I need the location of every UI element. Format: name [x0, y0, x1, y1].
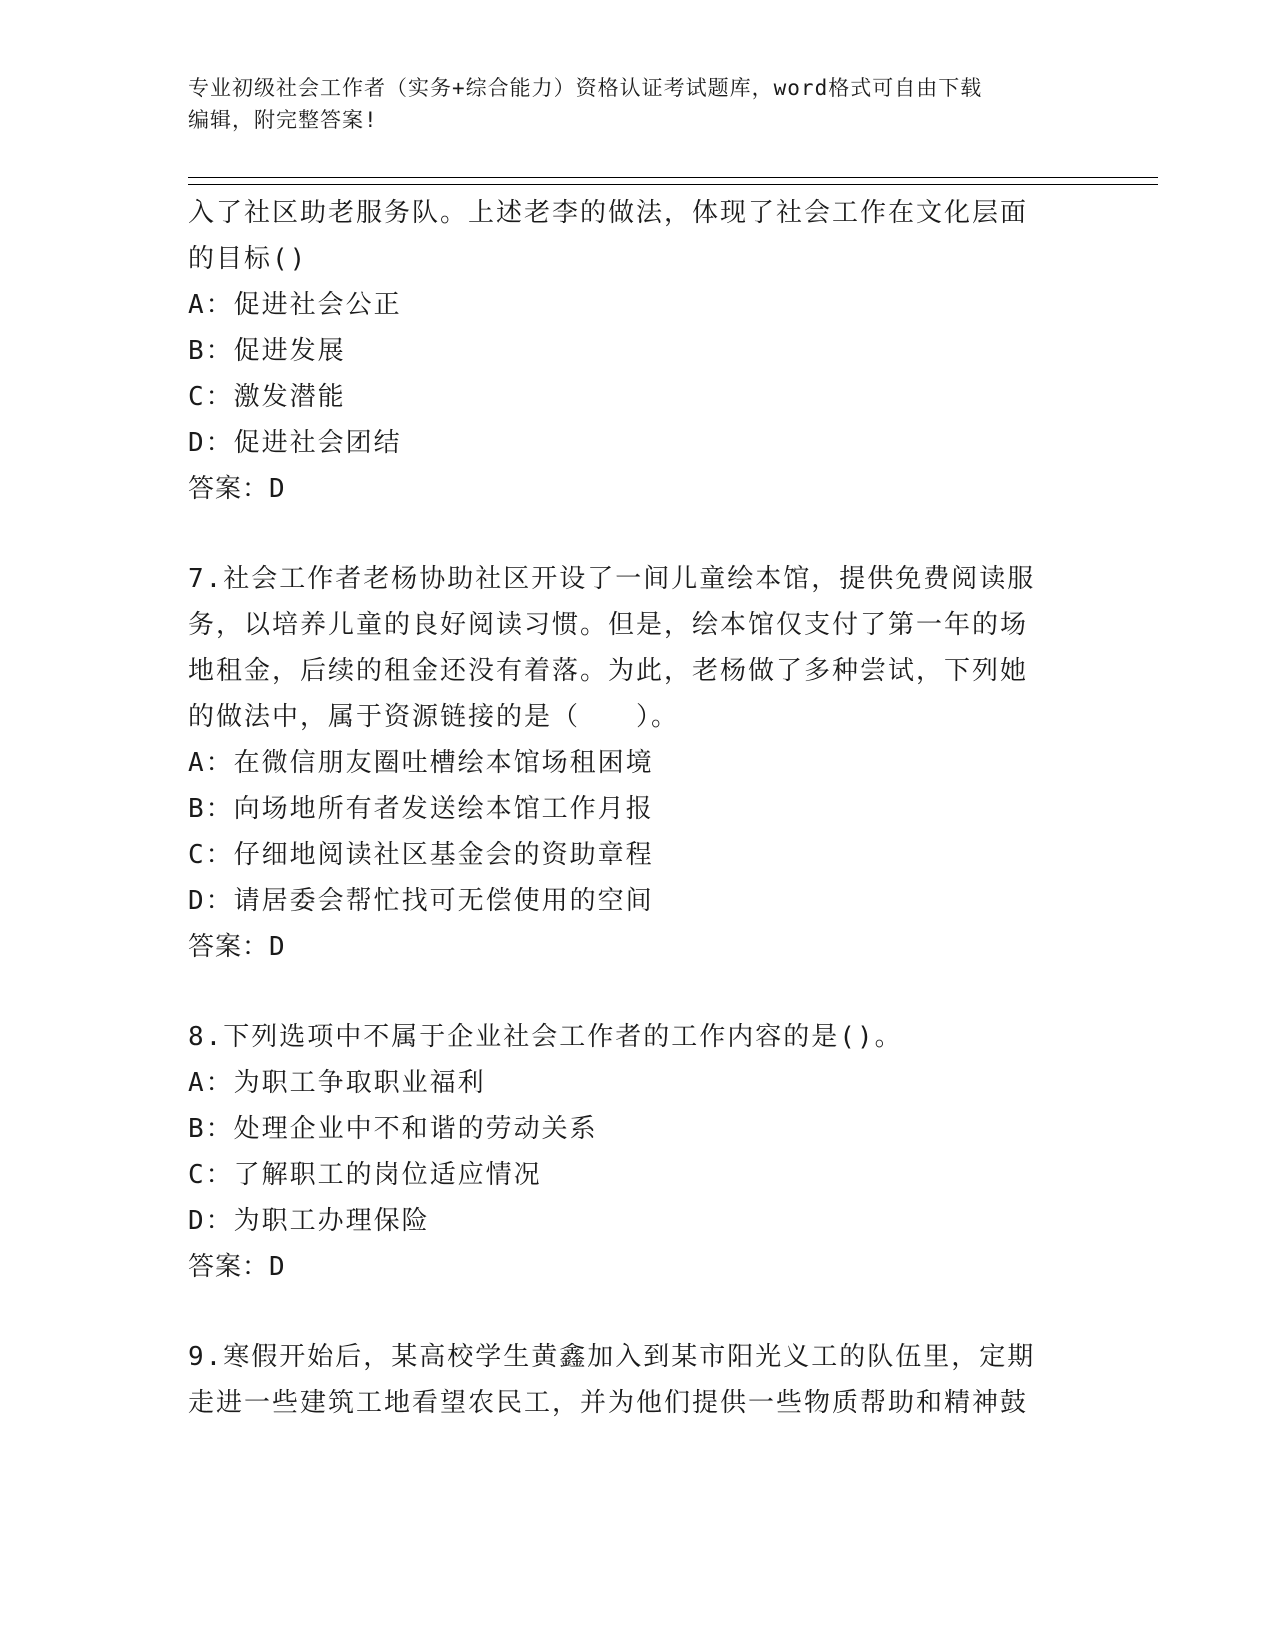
question-stem-line: 的做法中，属于资源链接的是（ ）。 — [188, 702, 680, 732]
question-stem-line: 走进一些建筑工地看望农民工，并为他们提供一些物质帮助和精神鼓 — [188, 1388, 1029, 1418]
option-a: A：为职工争取职业福利 — [188, 1068, 486, 1098]
header-rule-top — [188, 177, 1158, 178]
document-header — [188, 72, 1088, 136]
option-d: D：请居委会帮忙找可无偿使用的空间 — [188, 886, 654, 916]
question-9 — [188, 1334, 1088, 1426]
option-a: A：促进社会公正 — [188, 290, 402, 320]
question-7 — [188, 556, 1088, 970]
answer: 答案：D — [188, 474, 286, 504]
option-d: D：促进社会团结 — [188, 428, 402, 458]
question-stem-line: 9.寒假开始后，某高校学生黄鑫加入到某市阳光义工的队伍里，定期 — [188, 1342, 1036, 1372]
question-stem-line: 7.社会工作者老杨协助社区开设了一间儿童绘本馆，提供免费阅读服 — [188, 564, 1036, 594]
spacer — [188, 970, 1088, 1014]
answer: 答案：D — [188, 1252, 286, 1282]
question-6 — [188, 190, 1088, 512]
option-b: B：促进发展 — [188, 336, 346, 366]
question-stem-line: 务，以培养儿童的良好阅读习惯。但是，绘本馆仅支付了第一年的场 — [188, 610, 1029, 640]
header-line-1: 专业初级社会工作者（实务+综合能力）资格认证考试题库，word格式可自由下载 — [188, 76, 983, 100]
header-rule-bottom — [188, 184, 1158, 185]
option-c: C：激发潜能 — [188, 382, 346, 412]
spacer — [188, 512, 1088, 556]
spacer — [188, 1290, 1088, 1334]
option-b: B：向场地所有者发送绘本馆工作月报 — [188, 794, 654, 824]
option-a: A：在微信朋友圈吐槽绘本馆场租困境 — [188, 748, 654, 778]
option-c: C：仔细地阅读社区基金会的资助章程 — [188, 840, 654, 870]
option-c: C：了解职工的岗位适应情况 — [188, 1160, 542, 1190]
question-stem-line: 8.下列选项中不属于企业社会工作者的工作内容的是()。 — [188, 1022, 903, 1052]
question-list — [188, 190, 1088, 1426]
option-d: D：为职工办理保险 — [188, 1206, 430, 1236]
question-stem-line: 地租金，后续的租金还没有着落。为此，老杨做了多种尝试，下列她 — [188, 656, 1029, 686]
question-stem-line: 的目标() — [188, 244, 308, 274]
header-line-2: 编辑，附完整答案! — [188, 108, 378, 132]
question-stem-line: 入了社区助老服务队。上述老李的做法，体现了社会工作在文化层面 — [188, 198, 1029, 228]
question-8 — [188, 1014, 1088, 1290]
answer: 答案：D — [188, 932, 286, 962]
option-b: B：处理企业中不和谐的劳动关系 — [188, 1114, 598, 1144]
